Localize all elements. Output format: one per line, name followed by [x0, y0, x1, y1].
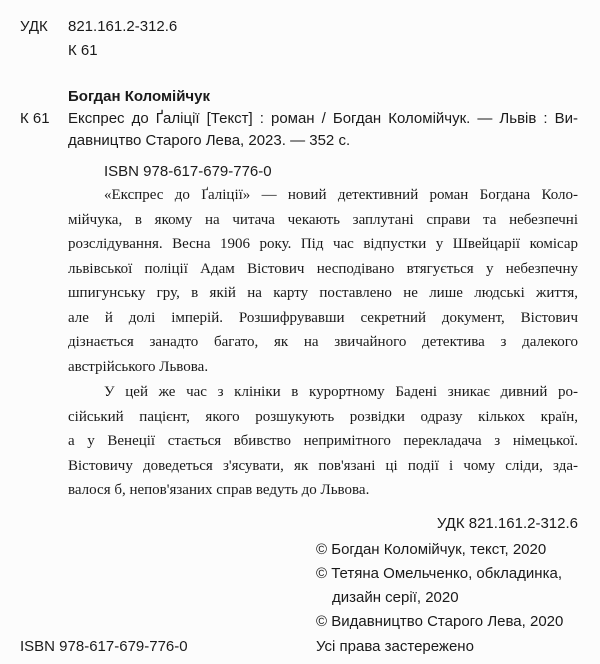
author-heading: Богдан Коломійчук — [68, 88, 210, 105]
copyright-line: © Видавництво Старого Лева, 2020 — [316, 613, 564, 630]
annotation-line: У цей же час з клініки в курортному Бадені зникає дивний ро- — [104, 384, 578, 400]
annotation-line: «Експрес до Ґаліції» — новий детективний роман Богдана Коло- — [104, 187, 578, 203]
catalog-description-line1: Експрес до Ґаліції [Текст] : роман / Богдан Коломійчук. — Львів : Ви- — [68, 110, 578, 127]
annotation-line: мійчука, в якому на читача чекають заплутані справи та небезпечні — [68, 211, 578, 228]
footer-udk: УДК 821.161.2-312.6 — [436, 515, 578, 532]
annotation-line: а у Венеції стається вбивство непримітного перекладача з німецької. — [68, 433, 578, 449]
annotation-line: Вістовичу доведеться з'ясувати, як пов'язані ці події і чому сліди, зда- — [68, 457, 578, 474]
copyright-line: дизайн серії, 2020 — [332, 589, 459, 606]
catalog-mark: К 61 — [20, 110, 50, 127]
annotation-line: австрійського Львова. — [68, 359, 209, 375]
catalog-description-line2: давництво Старого Лева, 2023. — 352 с. — [68, 132, 351, 149]
copyright-line: © Тетяна Омельченко, обкладинка, — [316, 565, 562, 582]
footer-isbn: ISBN 978-617-679-776-0 — [20, 638, 188, 655]
udk-label: УДК — [20, 18, 48, 35]
annotation-line: шпигунську гру, в якій на карту поставлено не лише людські життя, — [68, 285, 578, 301]
annotation-line: валося б, непов'язаних справ ведуть до Львова. — [68, 482, 370, 498]
annotation-line: але й долі імперій. Розшифрувавши секретний документ, Вістович — [68, 309, 578, 326]
annotation-line: розслідування. Весна 1906 року. Під час відпустки у Швейцарії комісар — [68, 236, 578, 252]
annotation-line: львівської поліції Адам Вістович несподівано втягується у небезпечну — [68, 260, 578, 277]
author-mark: К 61 — [68, 42, 98, 59]
catalog-isbn: ISBN 978-617-679-776-0 — [104, 163, 272, 180]
udk-code: 821.161.2-312.6 — [68, 18, 178, 35]
rights-reserved: Усі права застережено — [316, 638, 474, 655]
annotation-line: дізнається занадто багато, як на звичайного детектива з далекого — [68, 334, 578, 350]
annotation-line: сійський пацієнт, якого розшукують розвідки одразу кількох країн, — [68, 408, 578, 425]
copyright-line: © Богдан Коломійчук, текст, 2020 — [316, 541, 547, 558]
